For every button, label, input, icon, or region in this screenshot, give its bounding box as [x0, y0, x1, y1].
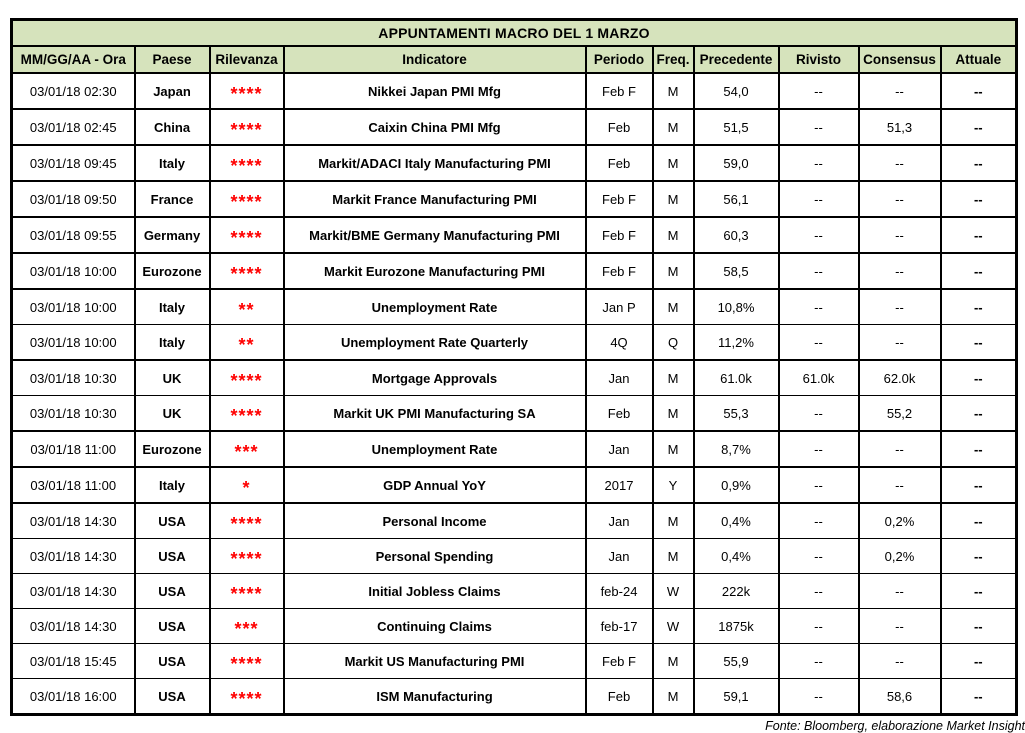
cell-relevance: ****: [210, 644, 284, 679]
cell-freq: M: [653, 679, 694, 715]
col-header-precedente: Precedente: [694, 46, 779, 73]
cell-date: 03/01/18 14:30: [12, 609, 135, 644]
cell-freq: M: [653, 253, 694, 289]
cell-actual: --: [941, 467, 1017, 503]
cell-actual: --: [941, 145, 1017, 181]
cell-previous: 11,2%: [694, 325, 779, 361]
cell-country: UK: [135, 396, 210, 432]
cell-date: 03/01/18 10:00: [12, 289, 135, 325]
cell-consensus: --: [859, 217, 941, 253]
cell-revised: --: [779, 73, 859, 109]
cell-revised: --: [779, 609, 859, 644]
cell-relevance: ****: [210, 181, 284, 217]
cell-period: 4Q: [586, 325, 653, 361]
cell-country: Italy: [135, 467, 210, 503]
cell-consensus: --: [859, 145, 941, 181]
cell-relevance: ****: [210, 574, 284, 609]
table-row: [12, 467, 1017, 503]
cell-relevance: ****: [210, 503, 284, 539]
col-header-consensus: Consensus: [859, 46, 941, 73]
cell-indicator: Markit UK PMI Manufacturing SA: [284, 396, 586, 432]
cell-actual: --: [941, 431, 1017, 467]
cell-revised: --: [779, 217, 859, 253]
table-row: [12, 679, 1017, 715]
cell-period: Jan: [586, 503, 653, 539]
cell-indicator: Markit France Manufacturing PMI: [284, 181, 586, 217]
cell-consensus: --: [859, 467, 941, 503]
cell-date: 03/01/18 10:00: [12, 325, 135, 361]
cell-period: Feb F: [586, 217, 653, 253]
cell-relevance: *: [210, 467, 284, 503]
cell-indicator: Continuing Claims: [284, 609, 586, 644]
cell-previous: 51,5: [694, 109, 779, 145]
cell-previous: 1875k: [694, 609, 779, 644]
cell-consensus: --: [859, 253, 941, 289]
col-header-attuale: Attuale: [941, 46, 1017, 73]
cell-country: USA: [135, 644, 210, 679]
cell-previous: 0,9%: [694, 467, 779, 503]
macro-calendar-table: [10, 18, 1018, 716]
page-title: APPUNTAMENTI MACRO DEL 1 MARZO: [12, 20, 1017, 47]
cell-indicator: GDP Annual YoY: [284, 467, 586, 503]
column-header-row: [12, 46, 1017, 73]
cell-freq: M: [653, 539, 694, 574]
cell-relevance: ****: [210, 360, 284, 396]
cell-relevance: ***: [210, 431, 284, 467]
cell-date: 03/01/18 02:30: [12, 73, 135, 109]
cell-relevance: ****: [210, 217, 284, 253]
table-title-row: [12, 20, 1017, 47]
cell-indicator: Initial Jobless Claims: [284, 574, 586, 609]
cell-relevance: ****: [210, 396, 284, 432]
cell-relevance: ****: [210, 145, 284, 181]
cell-revised: --: [779, 503, 859, 539]
cell-revised: --: [779, 467, 859, 503]
cell-consensus: --: [859, 574, 941, 609]
cell-consensus: 51,3: [859, 109, 941, 145]
cell-actual: --: [941, 181, 1017, 217]
col-header-rivisto: Rivisto: [779, 46, 859, 73]
cell-relevance: **: [210, 325, 284, 361]
cell-country: China: [135, 109, 210, 145]
table-row: [12, 253, 1017, 289]
cell-revised: --: [779, 181, 859, 217]
cell-revised: --: [779, 396, 859, 432]
cell-country: Eurozone: [135, 253, 210, 289]
cell-country: USA: [135, 574, 210, 609]
cell-date: 03/01/18 11:00: [12, 431, 135, 467]
cell-consensus: --: [859, 431, 941, 467]
cell-consensus: --: [859, 325, 941, 361]
table-row: [12, 431, 1017, 467]
cell-period: Feb: [586, 145, 653, 181]
cell-period: Jan: [586, 431, 653, 467]
cell-actual: --: [941, 644, 1017, 679]
cell-indicator: Personal Income: [284, 503, 586, 539]
col-header-freq: Freq.: [653, 46, 694, 73]
cell-date: 03/01/18 09:50: [12, 181, 135, 217]
cell-indicator: ISM Manufacturing: [284, 679, 586, 715]
cell-consensus: 0,2%: [859, 503, 941, 539]
cell-relevance: ****: [210, 73, 284, 109]
cell-freq: M: [653, 503, 694, 539]
table-row: [12, 609, 1017, 644]
cell-previous: 8,7%: [694, 431, 779, 467]
cell-actual: --: [941, 574, 1017, 609]
table-row: [12, 396, 1017, 432]
cell-relevance: ****: [210, 679, 284, 715]
cell-previous: 222k: [694, 574, 779, 609]
cell-date: 03/01/18 09:45: [12, 145, 135, 181]
cell-country: Germany: [135, 217, 210, 253]
cell-previous: 55,3: [694, 396, 779, 432]
cell-consensus: --: [859, 73, 941, 109]
cell-date: 03/01/18 10:30: [12, 360, 135, 396]
cell-freq: M: [653, 181, 694, 217]
cell-consensus: --: [859, 289, 941, 325]
cell-actual: --: [941, 289, 1017, 325]
cell-actual: --: [941, 396, 1017, 432]
cell-period: Jan: [586, 360, 653, 396]
cell-indicator: Personal Spending: [284, 539, 586, 574]
cell-date: 03/01/18 09:55: [12, 217, 135, 253]
cell-date: 03/01/18 02:45: [12, 109, 135, 145]
cell-period: Feb F: [586, 644, 653, 679]
cell-previous: 10,8%: [694, 289, 779, 325]
cell-indicator: Markit/ADACI Italy Manufacturing PMI: [284, 145, 586, 181]
cell-period: Feb: [586, 396, 653, 432]
table-row: [12, 644, 1017, 679]
cell-country: Italy: [135, 289, 210, 325]
cell-date: 03/01/18 11:00: [12, 467, 135, 503]
cell-previous: 0,4%: [694, 539, 779, 574]
cell-indicator: Unemployment Rate Quarterly: [284, 325, 586, 361]
cell-date: 03/01/18 15:45: [12, 644, 135, 679]
cell-freq: M: [653, 644, 694, 679]
cell-indicator: Unemployment Rate: [284, 431, 586, 467]
cell-indicator: Markit/BME Germany Manufacturing PMI: [284, 217, 586, 253]
cell-relevance: ****: [210, 539, 284, 574]
cell-period: Feb F: [586, 73, 653, 109]
cell-country: USA: [135, 609, 210, 644]
cell-freq: M: [653, 109, 694, 145]
cell-freq: W: [653, 609, 694, 644]
cell-relevance: ****: [210, 253, 284, 289]
cell-indicator: Unemployment Rate: [284, 289, 586, 325]
cell-date: 03/01/18 10:00: [12, 253, 135, 289]
cell-date: 03/01/18 14:30: [12, 503, 135, 539]
cell-consensus: --: [859, 181, 941, 217]
cell-actual: --: [941, 73, 1017, 109]
col-header-rilevanza: Rilevanza: [210, 46, 284, 73]
cell-freq: M: [653, 289, 694, 325]
cell-freq: Q: [653, 325, 694, 361]
cell-consensus: --: [859, 609, 941, 644]
cell-country: Eurozone: [135, 431, 210, 467]
cell-country: USA: [135, 503, 210, 539]
cell-actual: --: [941, 109, 1017, 145]
table-row: [12, 73, 1017, 109]
cell-freq: M: [653, 431, 694, 467]
cell-freq: M: [653, 217, 694, 253]
cell-actual: --: [941, 217, 1017, 253]
cell-revised: --: [779, 253, 859, 289]
cell-indicator: Nikkei Japan PMI Mfg: [284, 73, 586, 109]
cell-country: USA: [135, 539, 210, 574]
table-row: [12, 325, 1017, 361]
cell-relevance: **: [210, 289, 284, 325]
cell-consensus: 58,6: [859, 679, 941, 715]
cell-relevance: ****: [210, 109, 284, 145]
cell-revised: --: [779, 289, 859, 325]
cell-country: Italy: [135, 325, 210, 361]
cell-freq: W: [653, 574, 694, 609]
cell-indicator: Markit US Manufacturing PMI: [284, 644, 586, 679]
cell-revised: --: [779, 644, 859, 679]
table-row: [12, 503, 1017, 539]
cell-previous: 58,5: [694, 253, 779, 289]
cell-period: Jan P: [586, 289, 653, 325]
cell-previous: 59,1: [694, 679, 779, 715]
table-row: [12, 574, 1017, 609]
cell-freq: M: [653, 73, 694, 109]
cell-freq: M: [653, 360, 694, 396]
cell-consensus: 62.0k: [859, 360, 941, 396]
cell-period: Feb F: [586, 181, 653, 217]
col-header-indicatore: Indicatore: [284, 46, 586, 73]
cell-period: Feb: [586, 109, 653, 145]
cell-consensus: --: [859, 644, 941, 679]
cell-relevance: ***: [210, 609, 284, 644]
cell-consensus: 0,2%: [859, 539, 941, 574]
cell-country: UK: [135, 360, 210, 396]
cell-country: France: [135, 181, 210, 217]
cell-period: Feb F: [586, 253, 653, 289]
cell-freq: Y: [653, 467, 694, 503]
cell-previous: 61.0k: [694, 360, 779, 396]
table-row: [12, 181, 1017, 217]
cell-freq: M: [653, 396, 694, 432]
table-row: [12, 145, 1017, 181]
cell-indicator: Caixin China PMI Mfg: [284, 109, 586, 145]
cell-previous: 0,4%: [694, 503, 779, 539]
cell-consensus: 55,2: [859, 396, 941, 432]
cell-revised: 61.0k: [779, 360, 859, 396]
cell-period: 2017: [586, 467, 653, 503]
cell-actual: --: [941, 325, 1017, 361]
cell-actual: --: [941, 360, 1017, 396]
cell-freq: M: [653, 145, 694, 181]
cell-revised: --: [779, 431, 859, 467]
table-row: [12, 289, 1017, 325]
cell-country: Italy: [135, 145, 210, 181]
cell-period: Jan: [586, 539, 653, 574]
source-note: Fonte: Bloomberg, elaborazione Market Insight: [765, 719, 1025, 733]
cell-date: 03/01/18 14:30: [12, 574, 135, 609]
cell-revised: --: [779, 679, 859, 715]
cell-indicator: Mortgage Approvals: [284, 360, 586, 396]
cell-actual: --: [941, 253, 1017, 289]
cell-previous: 60,3: [694, 217, 779, 253]
cell-actual: --: [941, 539, 1017, 574]
cell-revised: --: [779, 574, 859, 609]
cell-revised: --: [779, 539, 859, 574]
cell-revised: --: [779, 325, 859, 361]
col-header-periodo: Periodo: [586, 46, 653, 73]
cell-actual: --: [941, 679, 1017, 715]
cell-date: 03/01/18 14:30: [12, 539, 135, 574]
cell-revised: --: [779, 145, 859, 181]
table-row: [12, 539, 1017, 574]
cell-period: feb-24: [586, 574, 653, 609]
table-row: [12, 217, 1017, 253]
cell-date: 03/01/18 10:30: [12, 396, 135, 432]
col-header-paese: Paese: [135, 46, 210, 73]
table-row: [12, 109, 1017, 145]
cell-actual: --: [941, 503, 1017, 539]
cell-date: 03/01/18 16:00: [12, 679, 135, 715]
cell-previous: 56,1: [694, 181, 779, 217]
cell-indicator: Markit Eurozone Manufacturing PMI: [284, 253, 586, 289]
cell-previous: 54,0: [694, 73, 779, 109]
cell-country: USA: [135, 679, 210, 715]
cell-previous: 55,9: [694, 644, 779, 679]
cell-previous: 59,0: [694, 145, 779, 181]
cell-period: Feb: [586, 679, 653, 715]
cell-country: Japan: [135, 73, 210, 109]
col-header-mm-gg-aa-ora: MM/GG/AA - Ora: [12, 46, 135, 73]
cell-revised: --: [779, 109, 859, 145]
cell-period: feb-17: [586, 609, 653, 644]
cell-actual: --: [941, 609, 1017, 644]
table-row: [12, 360, 1017, 396]
